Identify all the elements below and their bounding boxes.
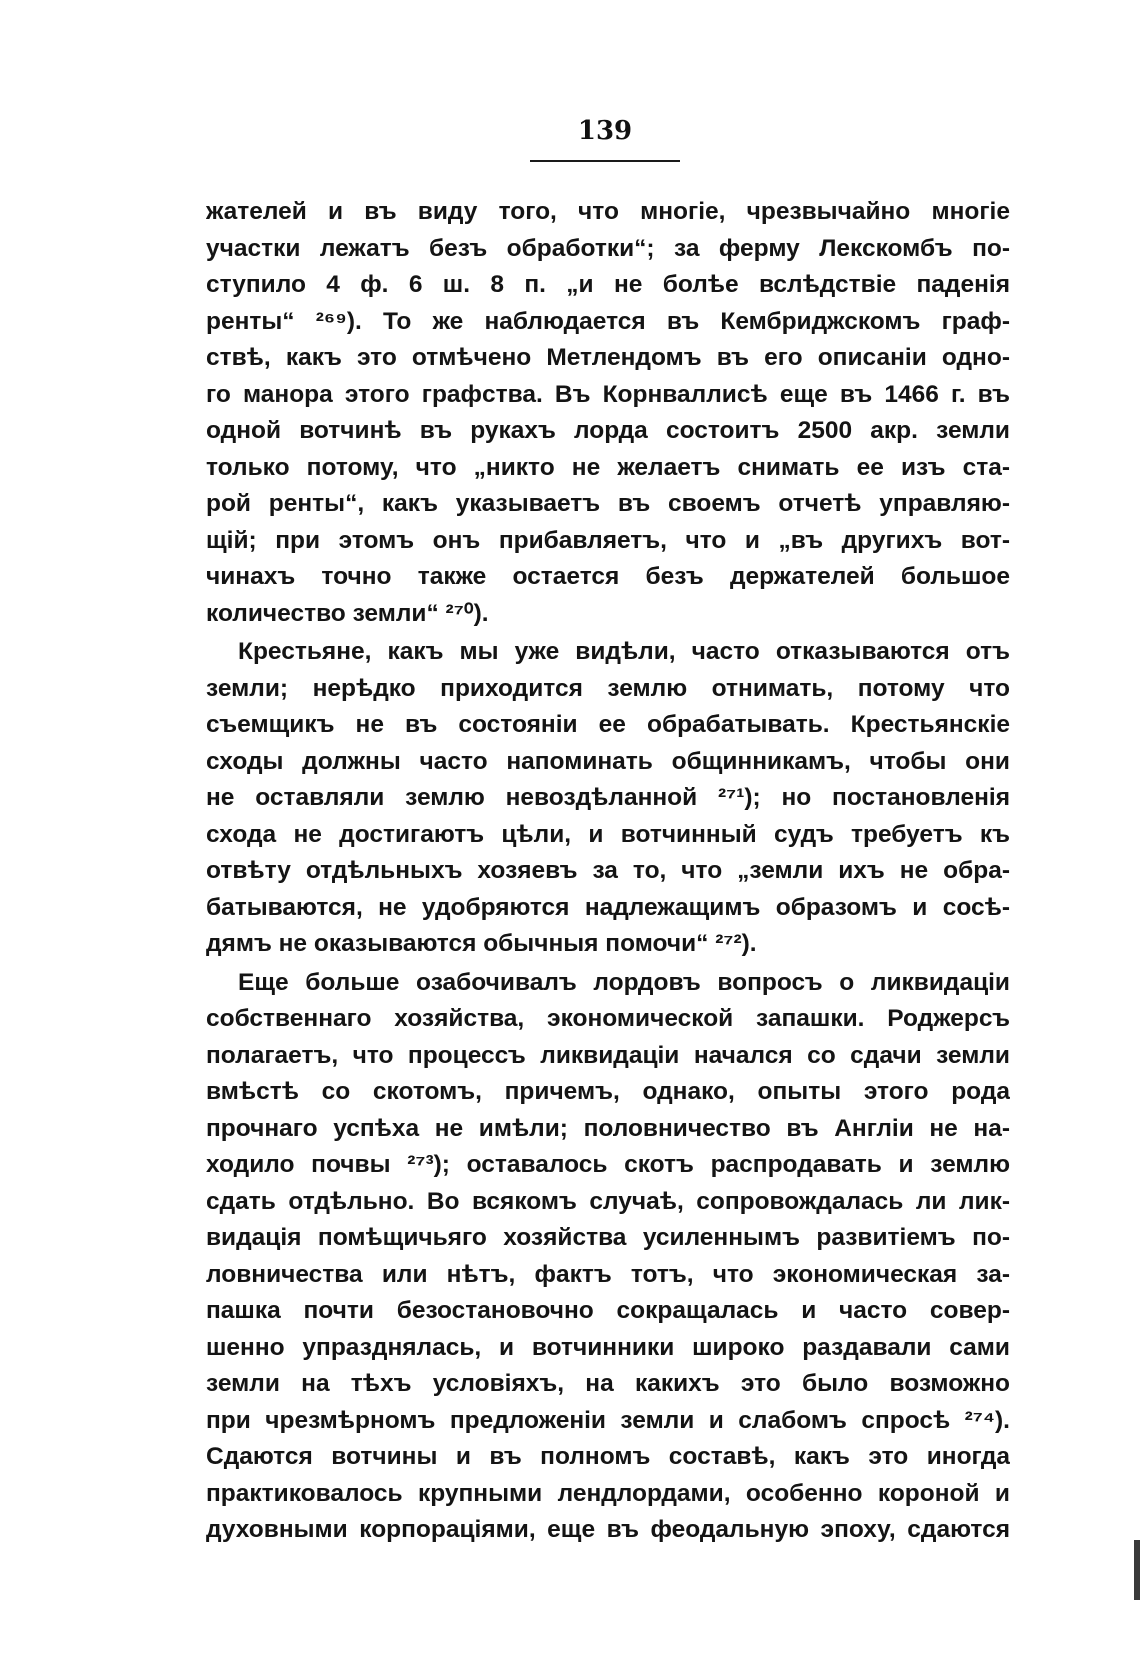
text-line: при чрезмѣрномъ предложеніи земли и слабомъ спросѣ ²⁷⁴). <box>206 1406 1010 1434</box>
text-line: только потому, что „никто не желаетъ снимать ее изъ ста- <box>206 453 1010 481</box>
text-line: практиковалось крупными лендлордами, особенно короной и <box>206 1479 1010 1507</box>
text-line: чинахъ точно также остается безъ держателей большое <box>206 563 1010 590</box>
text-line: сходы должны часто напоминать общинникамъ, чтобы они <box>206 747 1010 775</box>
text-line: сдать отдѣльно. Во всякомъ случаѣ, сопровождалась ли лик- <box>206 1187 1010 1215</box>
header-rule <box>530 160 680 162</box>
text-line: съемщикъ не въ состояніи ее обрабатывать. Крестьянскіе <box>206 711 1010 738</box>
text-line: Крестьяне, какъ мы уже видѣли, часто отказываются отъ <box>238 638 1010 665</box>
text-line: земли на тѣхъ условіяхъ, на какихъ это было возможно <box>206 1370 1010 1397</box>
page-edge-mark <box>1134 1540 1140 1600</box>
text-line: батываются, не удобряются надлежащимъ образомъ и сосѣ- <box>206 893 1010 921</box>
text-line: шенно упразднялась, и вотчинники широко раздавали сами <box>206 1333 1010 1361</box>
text-line: ступило 4 ф. 6 ш. 8 п. „и не болѣе вслѣдствіе паденія <box>206 271 1010 298</box>
body-text <box>206 194 1010 1549</box>
text-line: Сдаются вотчины и въ полномъ составѣ, какъ это иногда <box>206 1443 1010 1470</box>
page-header <box>530 118 680 162</box>
text-line: ренты“ ²⁶⁹). То же наблюдается въ Кембриджскомъ граф- <box>206 307 1010 335</box>
text-line: дямъ не оказываются обычныя помочи“ ²⁷²). <box>206 930 757 957</box>
text-line: ловничества или нѣтъ, фактъ тотъ, что экономическая за- <box>206 1260 1010 1288</box>
text-line: видація помѣщичьяго хозяйства усиленнымъ развитіемъ по- <box>206 1224 1010 1251</box>
text-line: вмѣстѣ со скотомъ, причемъ, однако, опыты этого рода <box>206 1078 1010 1105</box>
text-line: го манора этого графства. Въ Корнваллисѣ еще въ 1466 г. въ <box>206 380 1010 408</box>
page-number: 139 <box>577 116 633 146</box>
text-line: схода не достигаютъ цѣли, и вотчинный судъ требуетъ къ <box>206 820 1010 848</box>
text-line: не оставляли землю невоздѣланной ²⁷¹); но постановленія <box>206 784 1010 811</box>
text-line: щій; при этомъ онъ прибавляетъ, что и „въ другихъ вот- <box>206 526 1010 554</box>
text-line: Еще больше озабочивалъ лордовъ вопросъ о ликвидаціи <box>238 968 1010 996</box>
text-line: ствѣ, какъ это отмѣчено Метлендомъ въ его описаніи одно- <box>206 344 1010 371</box>
text-line: рой ренты“, какъ указываетъ въ своемъ отчетѣ управляю- <box>206 490 1010 517</box>
text-line: пашка почти безостановочно сокращалась и часто совер- <box>206 1297 1010 1324</box>
text-line: собственнаго хозяйства, экономической запашки. Роджерсъ <box>206 1005 1010 1032</box>
text-line: прочнаго успѣха не имѣли; половничество въ Англіи не на- <box>206 1114 1010 1142</box>
text-line: полагаетъ, что процессъ ликвидаціи начался со сдачи земли <box>206 1041 1010 1069</box>
text-line: отвѣту отдѣльныхъ хозяевъ за то, что „земли ихъ не обра- <box>206 857 1010 884</box>
text-line: духовными корпораціями, еще въ феодальную эпоху, сдаются <box>206 1516 1010 1543</box>
text-line: участки лежатъ безъ обработки“; за ферму Лекскомбъ по- <box>206 234 1010 262</box>
paragraph-2 <box>206 634 1010 963</box>
paragraph-3 <box>206 965 1010 1549</box>
text-line: жателей и въ виду того, что многіе, чрезвычайно многіе <box>206 198 1010 225</box>
text-line: земли; нерѣдко приходится землю отнимать, потому что <box>206 674 1010 702</box>
text-line: одной вотчинѣ въ рукахъ лорда состоитъ 2500 акр. земли <box>206 417 1010 444</box>
text-line: количество земли“ ²⁷⁰). <box>206 599 489 627</box>
text-line: ходило почвы ²⁷³); оставалось скотъ распродавать и землю <box>206 1151 1010 1178</box>
paragraph-1 <box>206 194 1010 632</box>
